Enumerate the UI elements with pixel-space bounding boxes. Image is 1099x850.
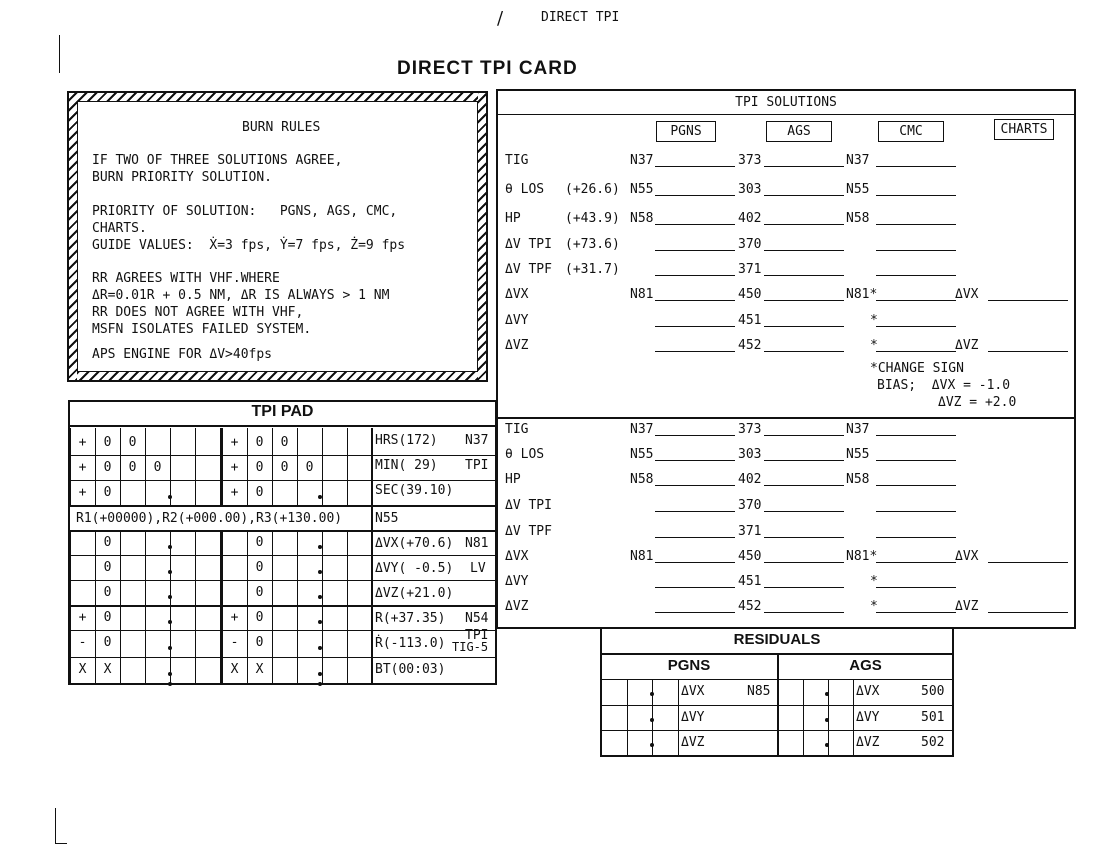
cmc-blank (876, 275, 956, 276)
pad-grid-line (120, 530, 121, 683)
pad-cell: - (230, 635, 239, 650)
decimal-point (168, 682, 172, 686)
pad-grid-line (195, 428, 196, 505)
pad-grid-line (70, 530, 71, 683)
page-mark: / (497, 8, 504, 29)
decimal-point (825, 692, 829, 696)
pgns-blank (655, 562, 735, 563)
pad-grid-line (297, 530, 298, 683)
decimal-point (650, 718, 654, 722)
pad-cell: 0 (255, 585, 264, 600)
pgns-blank (655, 351, 735, 352)
cmc-blank (876, 537, 956, 538)
pad-row-label: MIN( 29) (375, 458, 438, 473)
pad-grid-line (69, 657, 496, 658)
ags-code: 451 (738, 313, 762, 328)
ags-code: 373 (738, 153, 762, 168)
ags-blank (764, 562, 844, 563)
ags-code: 452 (738, 338, 762, 353)
res-grid-line (777, 680, 779, 756)
burn-rules-heading: BURN RULES (242, 120, 321, 135)
pad-row-tag: N81 (465, 536, 489, 551)
tpi-tag-sub: TIG-5 (452, 640, 489, 654)
cmc-blank (876, 511, 956, 512)
decimal-point (168, 545, 172, 549)
ags-blank (764, 612, 844, 613)
pgns-code: N55 (630, 447, 654, 462)
margin-mark (55, 808, 56, 844)
decimal-point (168, 646, 172, 650)
decimal-point (168, 495, 172, 499)
charts-code: ΔVZ (955, 338, 979, 353)
decimal-point (168, 620, 172, 624)
pad-row-tag: LV (470, 561, 486, 576)
ags-code: 371 (738, 262, 762, 277)
charts-blank (988, 612, 1068, 613)
pad-grid-line (145, 530, 146, 683)
column-header-pgns: PGNS (656, 121, 716, 142)
pad-grid-line (247, 530, 248, 683)
pad-cell: + (78, 610, 87, 625)
column-header-charts: CHARTS (994, 119, 1054, 140)
page-title: DIRECT TPI CARD (397, 58, 578, 79)
charts-code: ΔVZ (955, 599, 979, 614)
pad-row-label: N55 (375, 511, 399, 526)
cmc-code: N81* (846, 287, 878, 302)
cmc-code: N58 (846, 472, 870, 487)
cmc-blank (876, 250, 956, 251)
ags-blank (764, 460, 844, 461)
ags-blank (764, 195, 844, 196)
pgns-blank (655, 195, 735, 196)
res-grid-line (803, 680, 804, 756)
decimal-point (168, 595, 172, 599)
pad-grid-line (371, 505, 373, 530)
pad-cell: - (78, 635, 87, 650)
charts-code: ΔVX (955, 549, 979, 564)
solution-row-value: (+26.6) (565, 182, 620, 197)
pad-row-tag: N54 (465, 611, 489, 626)
residual-code: 501 (921, 710, 945, 725)
burn-rule-line: CHARTS. (92, 221, 147, 236)
ags-blank (764, 166, 844, 167)
pad-cell: 0 (103, 460, 112, 475)
ags-blank (764, 537, 844, 538)
ags-code: 450 (738, 287, 762, 302)
decimal-point (318, 570, 322, 574)
pgns-blank (655, 587, 735, 588)
residual-code: N85 (747, 684, 771, 699)
decimal-point (318, 672, 322, 676)
decimal-point (650, 743, 654, 747)
charts-code: ΔVX (955, 287, 979, 302)
pad-cell: + (78, 485, 87, 500)
decimal-point (168, 672, 172, 676)
pad-cell: + (230, 610, 239, 625)
pad-grid-line (69, 555, 496, 556)
pad-grid-line (170, 530, 171, 683)
cmc-blank (876, 612, 956, 613)
solution-row-label: HP (505, 472, 521, 487)
burn-rule-line: PRIORITY OF SOLUTION: PGNS, AGS, CMC, (92, 204, 398, 219)
pad-cell: 0 (103, 535, 112, 550)
solution-row-label: ΔV TPI (505, 498, 552, 513)
ags-blank (764, 485, 844, 486)
solution-row-label: ΔVZ (505, 599, 529, 614)
cmc-code: * (870, 313, 878, 328)
pad-cell: 0 (103, 610, 112, 625)
solution-note: *CHANGE SIGN (870, 361, 964, 376)
cmc-blank (876, 460, 956, 461)
pad-cell: 0 (255, 610, 264, 625)
cmc-code: N58 (846, 211, 870, 226)
cmc-blank (876, 224, 956, 225)
residual-label: ΔVX (681, 684, 705, 699)
pad-cell: 0 (255, 535, 264, 550)
r-line: R1(+00000),R2(+000.00),R3(+130.00) (76, 511, 343, 526)
decimal-point (318, 646, 322, 650)
pad-cell: 0 (305, 460, 314, 475)
pad-cell: X (78, 662, 87, 677)
solution-row-label: θ LOS (505, 447, 545, 462)
cmc-blank (876, 166, 956, 167)
pgns-blank (655, 612, 735, 613)
pgns-blank (655, 435, 735, 436)
pad-grid-line (222, 530, 223, 683)
solution-row-label: ΔVX (505, 549, 529, 564)
burn-rule-line: RR AGREES WITH VHF.WHERE (92, 271, 280, 286)
pad-grid-line (95, 530, 96, 683)
ags-code: 371 (738, 524, 762, 539)
pad-cell: 0 (280, 435, 289, 450)
ags-blank (764, 587, 844, 588)
pad-cell: 0 (255, 460, 264, 475)
pad-grid-line (371, 530, 373, 683)
pad-row-label: Ṙ(-113.0) (375, 636, 446, 651)
pgns-code: N81 (630, 549, 654, 564)
pad-cell: 0 (103, 635, 112, 650)
pad-grid-line (69, 480, 496, 481)
pad-grid-line (220, 530, 222, 683)
ags-blank (764, 435, 844, 436)
pgns-code: N37 (630, 153, 654, 168)
pad-cell: + (230, 435, 239, 450)
ags-blank (764, 300, 844, 301)
pgns-code: N37 (630, 422, 654, 437)
pad-cell: X (255, 662, 264, 677)
cmc-blank (876, 351, 956, 352)
ags-code: 370 (738, 498, 762, 513)
pad-cell: 0 (255, 435, 264, 450)
pad-cell: 0 (128, 435, 137, 450)
pad-grid-line (69, 630, 496, 631)
column-header-cmc: CMC (878, 121, 944, 142)
solution-row-label: ΔV TPI (505, 237, 552, 252)
cmc-code: N55 (846, 447, 870, 462)
pgns-blank (655, 300, 735, 301)
pad-cell: 0 (103, 485, 112, 500)
pad-grid-line (371, 428, 373, 505)
pad-grid-line (272, 530, 273, 683)
margin-mark (59, 35, 60, 73)
pgns-blank (655, 511, 735, 512)
cmc-code: * (870, 599, 878, 614)
residual-label: ΔVY (681, 710, 705, 725)
pad-row-tag: TPI (465, 458, 489, 473)
pad-grid-line (69, 455, 496, 456)
solution-note: ΔVZ = +2.0 (938, 395, 1017, 410)
pgns-blank (655, 250, 735, 251)
pad-cell: + (78, 460, 87, 475)
pad-cell: 0 (255, 485, 264, 500)
pad-grid-line (322, 428, 323, 505)
pad-grid-line (347, 428, 348, 505)
cmc-blank (876, 195, 956, 196)
cmc-code: * (870, 338, 878, 353)
pgns-code: N58 (630, 211, 654, 226)
residuals-pgns-label: PGNS (667, 657, 711, 674)
residual-label: ΔVZ (681, 735, 705, 750)
pgns-blank (655, 537, 735, 538)
residuals-ags-label: AGS (849, 657, 882, 674)
decimal-point (825, 718, 829, 722)
solution-row-label: ΔVZ (505, 338, 529, 353)
decimal-point (318, 595, 322, 599)
residuals-heading: RESIDUALS (733, 631, 821, 648)
pgns-code: N81 (630, 287, 654, 302)
pad-grid-line (347, 530, 348, 683)
res-grid-line (853, 680, 854, 756)
decimal-point (168, 570, 172, 574)
cmc-blank (876, 435, 956, 436)
ags-code: 402 (738, 211, 762, 226)
ags-blank (764, 511, 844, 512)
charts-blank (988, 351, 1068, 352)
solution-row-label: ΔVY (505, 574, 529, 589)
ags-code: 370 (738, 237, 762, 252)
cmc-code: N81* (846, 549, 878, 564)
cmc-code: * (870, 574, 878, 589)
residual-code: 502 (921, 735, 945, 750)
pad-grid-line (195, 530, 196, 683)
solution-row-label: θ LOS (505, 182, 545, 197)
pad-cell: 0 (103, 585, 112, 600)
solution-row-label: ΔVX (505, 287, 529, 302)
pad-row-label: BT(00:03) (375, 662, 446, 677)
pad-cell: 0 (255, 560, 264, 575)
pad-cell: 0 (103, 435, 112, 450)
burn-rule-line: IF TWO OF THREE SOLUTIONS AGREE, (92, 153, 343, 168)
pad-cell: X (230, 662, 239, 677)
pad-row-label: R(+37.35) (375, 611, 446, 626)
decimal-point (825, 743, 829, 747)
solution-row-value: (+31.7) (565, 262, 620, 277)
pad-cell: X (103, 662, 112, 677)
solution-row-value: (+73.6) (565, 237, 620, 252)
solution-row-value: (+43.9) (565, 211, 620, 226)
pgns-code: N55 (630, 182, 654, 197)
pad-row-tag: N37 (465, 433, 489, 448)
solution-row-label: ΔV TPF (505, 262, 552, 277)
burn-rule-line: APS ENGINE FOR ΔV>40fps (92, 347, 273, 362)
cmc-blank (876, 562, 956, 563)
ags-blank (764, 224, 844, 225)
cmc-blank (876, 587, 956, 588)
solution-row-label: TIG (505, 422, 529, 437)
residual-label: ΔVX (856, 684, 880, 699)
residual-label: ΔVZ (856, 735, 880, 750)
pad-grid-line (69, 530, 496, 532)
ags-code: 450 (738, 549, 762, 564)
burn-rule-line: BURN PRIORITY SOLUTION. (92, 170, 273, 185)
pad-cell: 0 (128, 460, 137, 475)
pad-grid-line (69, 580, 496, 581)
residual-label: ΔVY (856, 710, 880, 725)
tpi-solutions-heading: TPI SOLUTIONS (735, 95, 837, 110)
cmc-code: N37 (846, 422, 870, 437)
charts-blank (988, 562, 1068, 563)
pad-cell: 0 (255, 635, 264, 650)
pad-cell: 0 (103, 560, 112, 575)
ags-code: 373 (738, 422, 762, 437)
burn-rule-line: ΔR=0.01R + 0.5 NM, ΔR IS ALWAYS > 1 NM (92, 288, 390, 303)
charts-blank (988, 300, 1068, 301)
solution-row-label: TIG (505, 153, 529, 168)
pad-row-label: HRS(172) (375, 433, 438, 448)
burn-rule-line: GUIDE VALUES: Ẋ=3 fps, Ẏ=7 fps, Ż=9 fps (92, 238, 406, 253)
tpi-pad-heading: TPI PAD (251, 403, 314, 420)
pad-grid-line (322, 530, 323, 683)
pad-row-label: ΔVZ(+21.0) (375, 586, 454, 601)
pad-cell: 0 (153, 460, 162, 475)
solution-row-label: ΔVY (505, 313, 529, 328)
pgns-blank (655, 326, 735, 327)
decimal-point (318, 682, 322, 686)
pad-row-tag: TPI (465, 628, 489, 643)
solution-note: BIAS; ΔVX = -1.0 (877, 378, 1011, 393)
pad-cell: + (78, 435, 87, 450)
ags-blank (764, 250, 844, 251)
pgns-blank (655, 275, 735, 276)
pad-row-label: ΔVY( -0.5) (375, 561, 454, 576)
res-grid-line (678, 680, 679, 756)
decimal-point (318, 620, 322, 624)
margin-mark (55, 843, 67, 844)
ags-blank (764, 326, 844, 327)
burn-rule-line: RR DOES NOT AGREE WITH VHF, (92, 305, 304, 320)
page-label: DIRECT TPI (541, 10, 620, 25)
pad-grid-line (170, 428, 171, 505)
cmc-code: N55 (846, 182, 870, 197)
pad-grid-line (69, 505, 496, 507)
ags-code: 402 (738, 472, 762, 487)
ags-blank (764, 275, 844, 276)
decimal-point (650, 692, 654, 696)
solution-row-label: HP (505, 211, 521, 226)
decimal-point (318, 495, 322, 499)
pgns-blank (655, 460, 735, 461)
pad-grid-line (69, 605, 496, 607)
column-header-ags: AGS (766, 121, 832, 142)
ags-code: 303 (738, 447, 762, 462)
res-grid-line (627, 680, 628, 756)
pad-row-label: SEC(39.10) (375, 483, 454, 498)
cmc-blank (876, 300, 956, 301)
decimal-point (318, 545, 322, 549)
burn-rule-line: MSFN ISOLATES FAILED SYSTEM. (92, 322, 312, 337)
pad-row-label: ΔVX(+70.6) (375, 536, 454, 551)
pgns-blank (655, 166, 735, 167)
ags-code: 451 (738, 574, 762, 589)
pad-cell: + (230, 460, 239, 475)
ags-code: 452 (738, 599, 762, 614)
pgns-blank (655, 485, 735, 486)
ags-blank (764, 351, 844, 352)
ags-code: 303 (738, 182, 762, 197)
residual-code: 500 (921, 684, 945, 699)
pgns-blank (655, 224, 735, 225)
cmc-blank (876, 485, 956, 486)
cmc-code: N37 (846, 153, 870, 168)
pad-cell: + (230, 485, 239, 500)
pgns-code: N58 (630, 472, 654, 487)
solution-row-label: ΔV TPF (505, 524, 552, 539)
cmc-blank (876, 326, 956, 327)
pad-cell: 0 (280, 460, 289, 475)
